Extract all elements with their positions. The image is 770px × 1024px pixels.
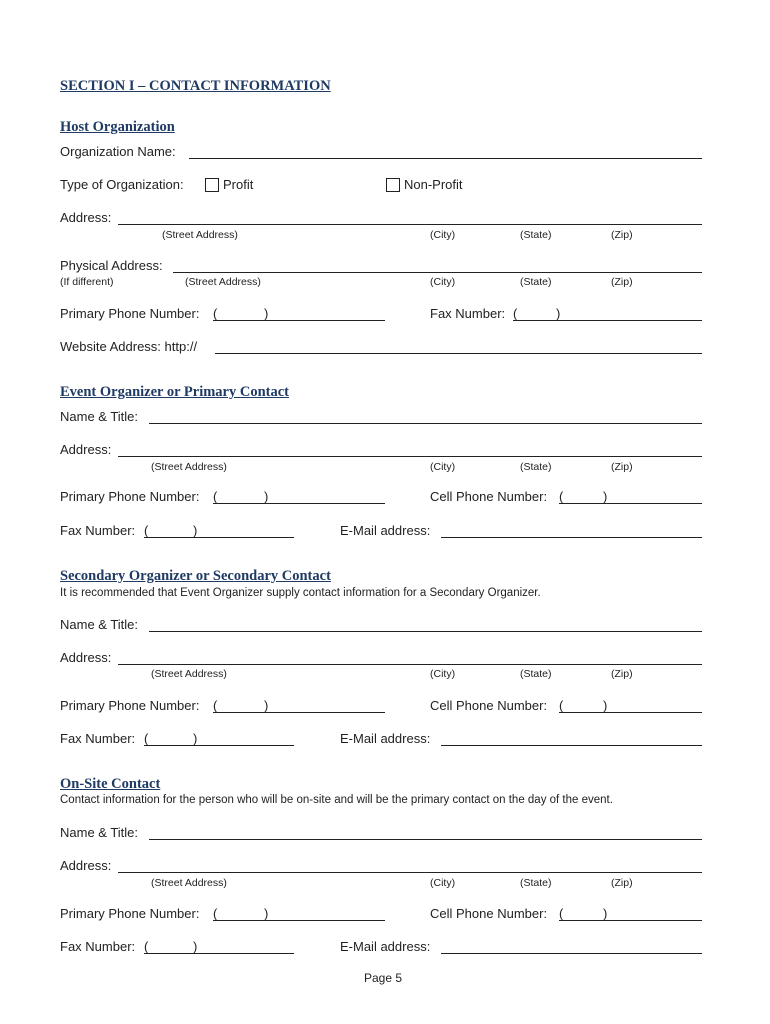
organization-name-label: Organization Name: xyxy=(60,144,176,159)
area-code-close: ) xyxy=(264,489,269,504)
event-phone-field[interactable] xyxy=(213,503,385,504)
event-organizer-heading: Event Organizer or Primary Contact xyxy=(60,384,289,400)
event-fax-field[interactable] xyxy=(144,537,294,538)
event-email-label: E-Mail address: xyxy=(340,523,431,538)
onsite-name-title-field[interactable] xyxy=(149,839,702,840)
secondary-cell-label: Cell Phone Number: xyxy=(430,698,548,713)
secondary-email-label: E-Mail address: xyxy=(340,731,431,746)
onsite-zip-caption: (Zip) xyxy=(611,877,633,889)
secondary-zip-caption: (Zip) xyxy=(611,668,633,680)
area-code-close: ) xyxy=(264,698,269,713)
event-name-title-label: Name & Title: xyxy=(60,409,139,424)
area-code-close: ) xyxy=(193,939,198,954)
phys-state-caption: (State) xyxy=(520,276,552,288)
onsite-phone-label: Primary Phone Number: xyxy=(60,906,200,921)
nonprofit-label: Non-Profit xyxy=(404,177,463,192)
host-phone-label: Primary Phone Number: xyxy=(60,306,200,321)
secondary-name-title-field[interactable] xyxy=(149,631,702,632)
host-state-caption: (State) xyxy=(520,229,552,241)
physical-address-label: Physical Address: xyxy=(60,258,163,273)
area-code-close: ) xyxy=(556,306,561,321)
onsite-address-label: Address: xyxy=(60,858,112,873)
host-organization-heading: Host Organization xyxy=(60,119,175,135)
area-code-close: ) xyxy=(193,731,198,746)
page-number: Page 5 xyxy=(364,971,403,985)
secondary-city-caption: (City) xyxy=(430,668,456,680)
phys-city-caption: (City) xyxy=(430,276,456,288)
area-code-open: ( xyxy=(559,906,564,921)
host-city-caption: (City) xyxy=(430,229,456,241)
area-code-close: ) xyxy=(193,523,198,538)
onsite-city-caption: (City) xyxy=(430,877,456,889)
area-code-open: ( xyxy=(213,698,218,713)
organization-name-field[interactable] xyxy=(189,158,702,159)
host-fax-field[interactable] xyxy=(513,320,702,321)
area-code-open: ( xyxy=(144,523,149,538)
secondary-phone-field[interactable] xyxy=(213,712,385,713)
event-street-caption: (Street Address) xyxy=(151,461,227,473)
host-zip-caption: (Zip) xyxy=(611,229,633,241)
event-city-caption: (City) xyxy=(430,461,456,473)
area-code-open: ( xyxy=(213,906,218,921)
host-address-label: Address: xyxy=(60,210,112,225)
event-phone-label: Primary Phone Number: xyxy=(60,489,200,504)
secondary-street-caption: (Street Address) xyxy=(151,668,227,680)
physical-address-field[interactable] xyxy=(173,272,702,273)
event-address-field[interactable] xyxy=(118,456,702,457)
onsite-name-title-label: Name & Title: xyxy=(60,825,139,840)
onsite-phone-field[interactable] xyxy=(213,920,385,921)
event-name-title-field[interactable] xyxy=(149,423,702,424)
type-of-organization-label: Type of Organization: xyxy=(60,177,184,192)
event-address-label: Address: xyxy=(60,442,112,457)
onsite-address-field[interactable] xyxy=(118,872,702,873)
secondary-cell-field[interactable] xyxy=(559,712,702,713)
onsite-street-caption: (Street Address) xyxy=(151,877,227,889)
onsite-cell-field[interactable] xyxy=(559,920,702,921)
area-code-close: ) xyxy=(603,906,608,921)
secondary-email-field[interactable] xyxy=(441,745,702,746)
onsite-email-label: E-Mail address: xyxy=(340,939,431,954)
area-code-close: ) xyxy=(603,698,608,713)
secondary-state-caption: (State) xyxy=(520,668,552,680)
area-code-open: ( xyxy=(144,731,149,746)
website-field[interactable] xyxy=(215,353,702,354)
area-code-open: ( xyxy=(144,939,149,954)
secondary-fax-label: Fax Number: xyxy=(60,731,136,746)
host-address-field[interactable] xyxy=(118,224,702,225)
area-code-open: ( xyxy=(559,698,564,713)
event-zip-caption: (Zip) xyxy=(611,461,633,473)
onsite-note: Contact information for the person who will be on-site and will be the primary contact on the day of the event. xyxy=(60,794,613,806)
onsite-contact-heading: On-Site Contact xyxy=(60,776,161,792)
area-code-open: ( xyxy=(513,306,518,321)
event-state-caption: (State) xyxy=(520,461,552,473)
area-code-open: ( xyxy=(559,489,564,504)
host-street-caption: (Street Address) xyxy=(162,229,238,241)
area-code-open: ( xyxy=(213,306,218,321)
event-cell-label: Cell Phone Number: xyxy=(430,489,548,504)
area-code-close: ) xyxy=(264,306,269,321)
if-different-caption: (If different) xyxy=(60,276,114,288)
secondary-note: It is recommended that Event Organizer supply contact information for a Secondary Organizer. xyxy=(60,587,541,599)
onsite-state-caption: (State) xyxy=(520,877,552,889)
secondary-name-title-label: Name & Title: xyxy=(60,617,139,632)
onsite-fax-label: Fax Number: xyxy=(60,939,136,954)
section-title: SECTION I – CONTACT INFORMATION xyxy=(60,78,331,94)
onsite-fax-field[interactable] xyxy=(144,953,294,954)
secondary-phone-label: Primary Phone Number: xyxy=(60,698,200,713)
phys-zip-caption: (Zip) xyxy=(611,276,633,288)
area-code-open: ( xyxy=(213,489,218,504)
phys-street-caption: (Street Address) xyxy=(185,276,261,288)
onsite-email-field[interactable] xyxy=(441,953,702,954)
secondary-address-field[interactable] xyxy=(118,664,702,665)
event-email-field[interactable] xyxy=(441,537,702,538)
profit-label: Profit xyxy=(223,177,254,192)
event-cell-field[interactable] xyxy=(559,503,702,504)
area-code-close: ) xyxy=(603,489,608,504)
area-code-close: ) xyxy=(264,906,269,921)
profit-checkbox[interactable] xyxy=(205,178,219,192)
secondary-address-label: Address: xyxy=(60,650,112,665)
host-fax-label: Fax Number: xyxy=(430,306,506,321)
secondary-organizer-heading: Secondary Organizer or Secondary Contact xyxy=(60,568,331,584)
event-fax-label: Fax Number: xyxy=(60,523,136,538)
onsite-cell-label: Cell Phone Number: xyxy=(430,906,548,921)
secondary-fax-field[interactable] xyxy=(144,745,294,746)
website-label: Website Address: http:// xyxy=(60,339,198,354)
nonprofit-checkbox[interactable] xyxy=(386,178,400,192)
host-phone-field[interactable] xyxy=(213,320,385,321)
